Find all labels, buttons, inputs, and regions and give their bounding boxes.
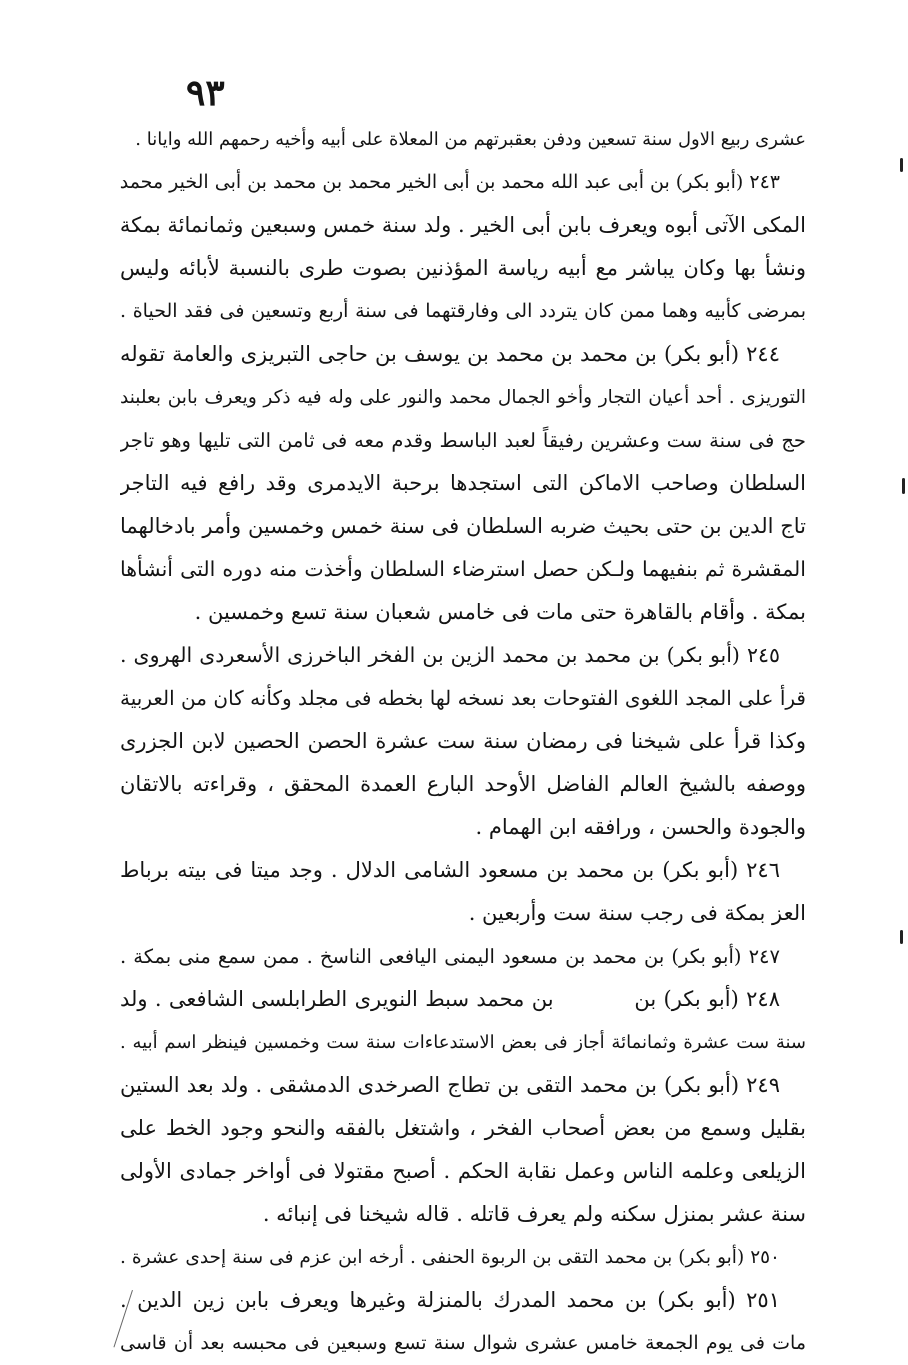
page-number: ٩٣: [186, 72, 225, 114]
text-line: الزيلعى وعلمه الناس وعمل نقابة الحكم . أصبح مقتولا فى أواخر جمادى الأولى: [120, 1159, 806, 1183]
text-line: مات فى يوم الجمعة خامس عشرى شوال سنة تسع وسبعين فى محبسه بعد أن قاسى: [120, 1332, 806, 1354]
text-line: المقشرة ثم بنفيهما ولـكن حصل استرضاء السلطان وأخذت منه دوره التى أنشأها: [120, 557, 806, 581]
text-line: والجودة والحسن ، ورافقه ابن الهمام .: [475, 815, 806, 839]
entry-248-line: ٢٤٨ (أبو بكر) بن بن محمد سبط النويرى الطرابلسى الشافعى . ولد: [120, 987, 780, 1011]
text-line: ووصفه بالشيخ العالم الفاضل الأوحد البارع العمدة المحقق ، وقراءته بالاتقان: [120, 772, 806, 796]
text-line: سنة ست عشرة وثمانمائة أجاز فى بعض الاستدعاءات سنة ست وخمسين فينظر اسم أبيه .: [120, 1032, 806, 1053]
margin-mark: [902, 478, 905, 494]
margin-mark: [900, 930, 903, 944]
text-line: التوريزى . أحد أعيان التجار وأخو الجمال محمد والنور على وله فيه ذكر ويعرف بابن بعلبند: [120, 387, 806, 408]
entry-245-line: ٢٤٥ (أبو بكر) بن محمد بن محمد الزين بن الفخر الباخرزى الأسعردى الهروى .: [120, 643, 780, 667]
text-line: بقليل وسمع من بعض أصحاب الفخر ، واشتغل بالفقه والنحو وجود الخط على: [120, 1116, 806, 1140]
entry-251-line: ٢٥١ (أبو بكر) بن محمد المدرك بالمنزلة وغيرها ويعرف بابن زين الدين .: [120, 1288, 780, 1312]
margin-mark: [900, 158, 903, 172]
entry-247-line: ٢٤٧ (أبو بكر) بن محمد بن مسعود اليمنى اليافعى الناسخ . ممن سمع منى بمكة .: [120, 945, 780, 968]
text-line: المكى الآتى أبوه ويعرف بابن أبى الخير . ولد سنة خمس وسبعين وثمانمائة بمكة: [120, 213, 806, 237]
text-line: قرأ على المجد اللغوى الفتوحات بعد نسخه لها بخطه فى مجلد وكأنه كان من العربية: [120, 686, 806, 710]
text-block: [120, 118, 806, 1365]
entry-249-line: ٢٤٩ (أبو بكر) بن محمد التقى بن تطاج الصرخدى الدمشقى . ولد بعد الستين: [120, 1073, 780, 1097]
text-line: بمرضى كأبيه وهما ممن كان يتردد الى وفارقتهما فى سنة أربع وتسعين فى فقد الحياة .: [120, 300, 806, 322]
text-line: وكذا قرأ على شيخنا فى رمضان سنة ست عشرة الحصن الحصين لابن الجزرى: [120, 729, 806, 753]
entry-250-line: ٢٥٠ (أبو بكر) بن محمد التقى بن الربوة الحنفى . أرخه ابن عزم فى سنة إحدى عشرة .: [120, 1247, 780, 1268]
entry-244-line: ٢٤٤ (أبو بكر) بن محمد بن محمد بن يوسف بن حاجى التبريزى والعامة تقوله: [120, 342, 780, 366]
entry-246-line: ٢٤٦ (أبو بكر) بن محمد بن مسعود الشامى الدلال . وجد ميتا فى بيته برباط: [120, 858, 780, 882]
text-line: سنة عشر بمنزل سكنه ولم يعرف قاتله . قاله شيخنا فى إنبائه .: [262, 1202, 806, 1226]
text-line: السلطان وصاحب الاماكن التى استجدها برحبة الايدمرى وقد رافع فيه التاجر: [120, 471, 806, 495]
text-line: بمكة . وأقام بالقاهرة حتى مات فى خامس شعبان سنة تسع وخمسين .: [194, 600, 806, 624]
text-line: العز بمكة فى رجب سنة ست وأربعين .: [468, 901, 806, 925]
entry-243-line: ٢٤٣ (أبو بكر) بن أبى عبد الله محمد بن أبى الخير محمد بن محمد بن أبى الخير محمد: [120, 171, 780, 193]
text-line: ونشأ بها وكان يباشر مع أبيه رياسة المؤذنين بصوت طرى بالنسبة لأبائه وليس: [120, 256, 806, 280]
text-line: حج فى سنة ست وعشرين رفيقاً لعبد الباسط وقدم معه فى ثامن التى تليها وهو تاجر: [120, 429, 806, 452]
text-line: تاج الدين بن حتى بحيث ضربه السلطان فى سنة خمس وخمسين وأمر بادخالهما: [120, 514, 806, 538]
text-line: عشرى ربيع الاول سنة تسعين ودفن بعقبرتهم من المعلاة على أبيه وأخيه رحمهم الله وايانا .: [135, 129, 806, 150]
